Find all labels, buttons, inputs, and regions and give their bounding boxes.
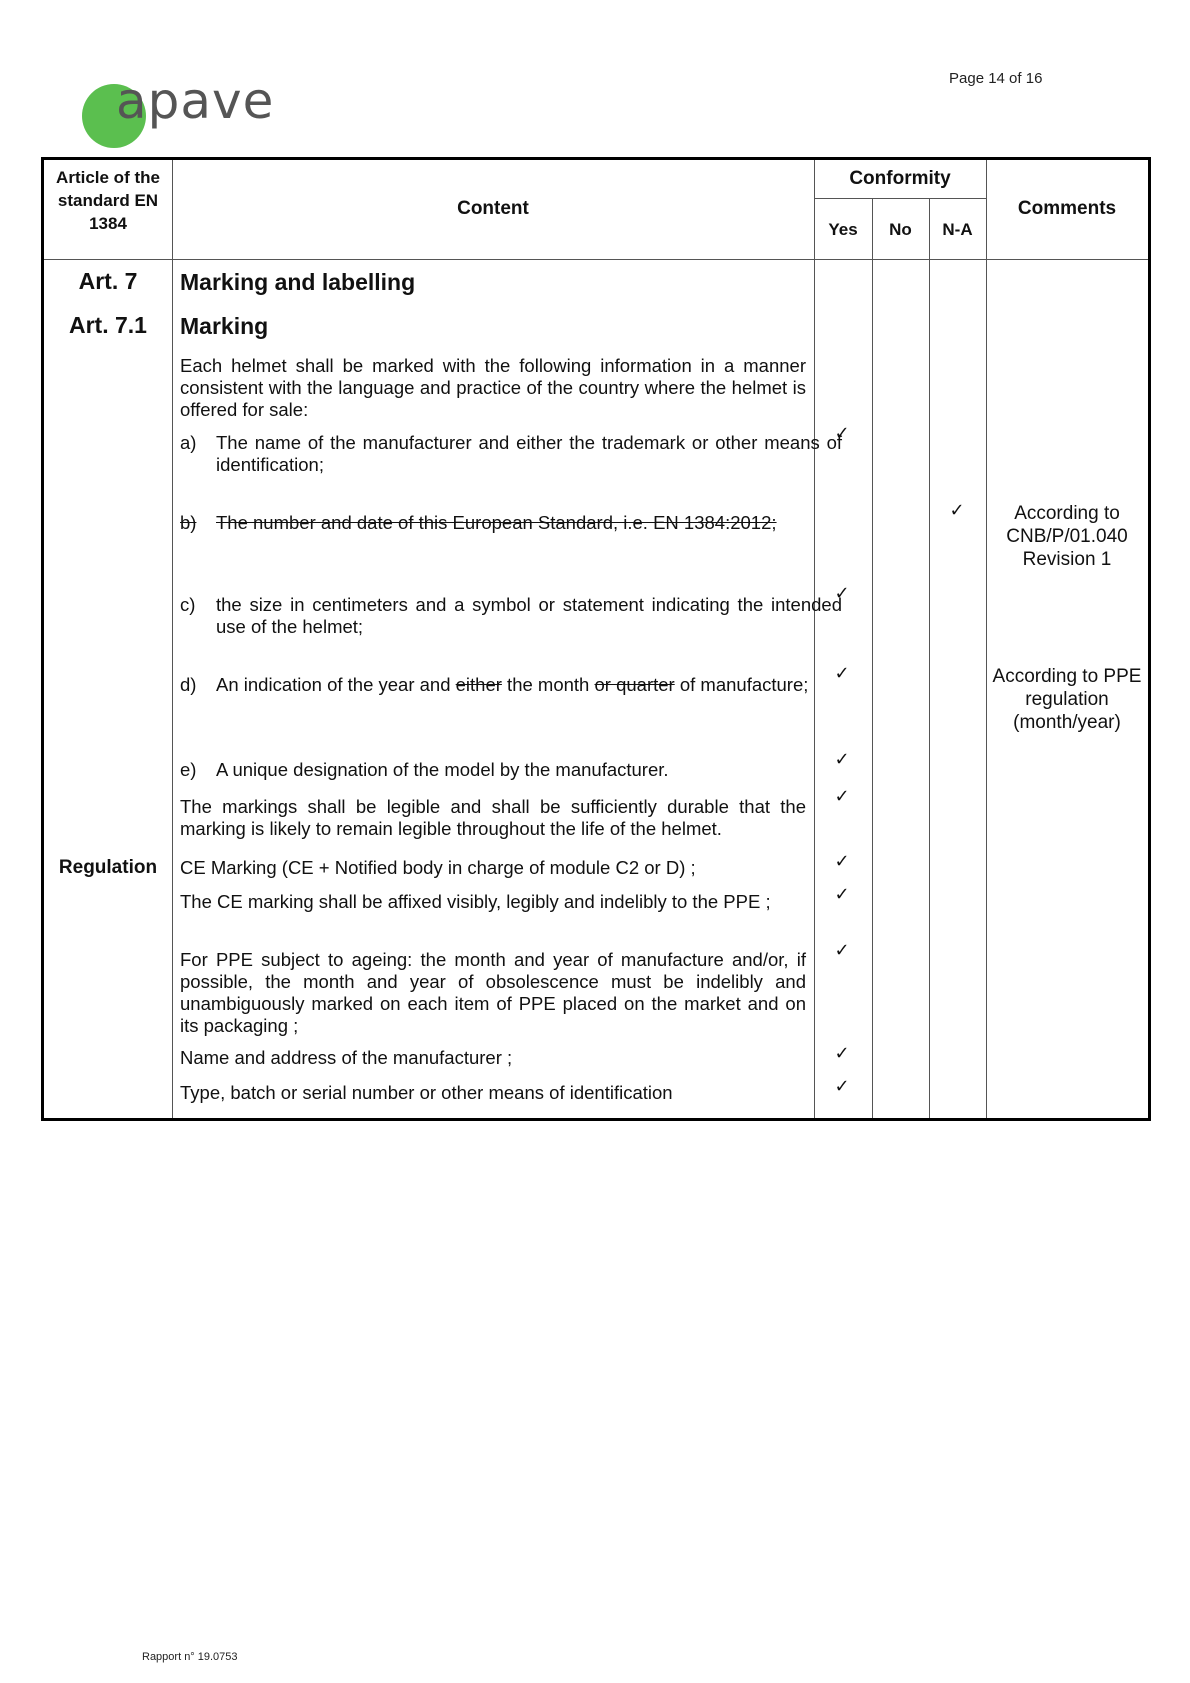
report-number: Rapport n° 19.0753 <box>142 1651 238 1663</box>
col-divider-no <box>929 198 930 1118</box>
check-mark-ageing: ✓ <box>834 940 850 960</box>
col-divider-yes <box>872 198 873 1118</box>
ageing-paragraph: For PPE subject to ageing: the month and year of manufacture and/or, if possible, the month and year of obsolescence must be indelibly and unambiguously marked on each item of PPE placed on the market and on its packaging ; <box>180 949 806 1036</box>
page-number: Page 14 of 16 <box>949 70 1043 87</box>
check-mark-type-batch: ✓ <box>834 1076 850 1096</box>
conformity-subheader-line <box>814 198 986 199</box>
item-a <box>180 432 842 476</box>
item-d-label: d) <box>180 674 197 695</box>
col-divider-na <box>986 160 987 1118</box>
comment-item-d: According to PPE regulation (month/year) <box>992 666 1142 733</box>
check-mark-legible: ✓ <box>834 786 850 806</box>
apave-logo <box>82 72 275 148</box>
check-mark-ce-affixed: ✓ <box>834 884 850 904</box>
item-d-strike-1: either <box>455 674 502 695</box>
intro-paragraph: Each helmet shall be marked with the following information in a manner consistent with the language and practice of the country where the helmet is offered for sale: <box>180 355 806 420</box>
section-title-marking-labelling: Marking and labelling <box>180 269 416 295</box>
item-b-label: b) <box>180 512 197 533</box>
item-d <box>180 674 842 696</box>
header-article: Article of the standard EN 1384 <box>56 168 160 233</box>
header-comments: Comments <box>1017 198 1117 219</box>
check-mark-ce-marking: ✓ <box>834 851 850 871</box>
ce-affixed-paragraph: The CE marking shall be affixed visibly, legibly and indelibly to the PPE ; <box>180 891 771 912</box>
header-conformity: Conformity <box>849 168 951 189</box>
item-c <box>180 594 842 638</box>
item-e <box>180 759 842 781</box>
item-d-strike-2: or quarter <box>594 674 675 695</box>
type-batch-paragraph: Type, batch or serial number or other means of identification <box>180 1082 673 1103</box>
col-divider-content <box>814 160 815 1118</box>
check-mark-e: ✓ <box>834 749 850 769</box>
item-b <box>180 512 842 534</box>
name-address-paragraph: Name and address of the manufacturer ; <box>180 1047 513 1068</box>
col-divider-article <box>172 160 173 1118</box>
legible-paragraph: The markings shall be legible and shall be sufficiently durable that the marking is likely to remain legible throughout the life of the helmet. <box>180 796 806 839</box>
comment-item-b: According to CNB/P/01.040 Revision 1 <box>1006 503 1128 570</box>
ce-marking-paragraph: CE Marking (CE + Notified body in charge of module C2 or D) ; <box>180 857 696 878</box>
article-regulation: Regulation <box>58 857 158 878</box>
check-mark-name-address: ✓ <box>834 1043 850 1063</box>
logo-text: apave <box>116 72 275 130</box>
header-yes: Yes <box>828 220 858 239</box>
item-d-text-3: of manufacture; <box>674 674 809 695</box>
check-mark-a: ✓ <box>834 423 850 443</box>
article-7-1: Art. 7.1 <box>69 312 147 338</box>
article-7: Art. 7 <box>78 268 138 294</box>
check-mark-b: ✓ <box>949 500 965 520</box>
conformity-table <box>41 157 1151 1121</box>
header-bottom-line <box>44 259 1148 260</box>
item-a-text: The name of the manufacturer and either the trademark or other means of identification; <box>216 432 842 475</box>
item-c-text: the size in centimeters and a symbol or statement indicating the intended use of the helmet; <box>216 594 842 637</box>
header-no: No <box>889 220 912 239</box>
item-a-label: a) <box>180 432 197 453</box>
item-e-text: A unique designation of the model by the manufacturer. <box>216 759 669 780</box>
check-mark-d: ✓ <box>834 663 850 683</box>
section-title-marking: Marking <box>180 313 269 339</box>
item-c-label: c) <box>180 594 196 615</box>
header-content: Content <box>457 198 529 219</box>
item-d-text-1: An indication of the year and <box>216 674 456 695</box>
header-na: N-A <box>942 220 973 239</box>
item-b-text: The number and date of this European Standard, i.e. EN 1384:2012; <box>216 512 777 533</box>
item-e-label: e) <box>180 759 197 780</box>
check-mark-c: ✓ <box>834 583 850 603</box>
item-d-text-2: the month <box>501 674 595 695</box>
